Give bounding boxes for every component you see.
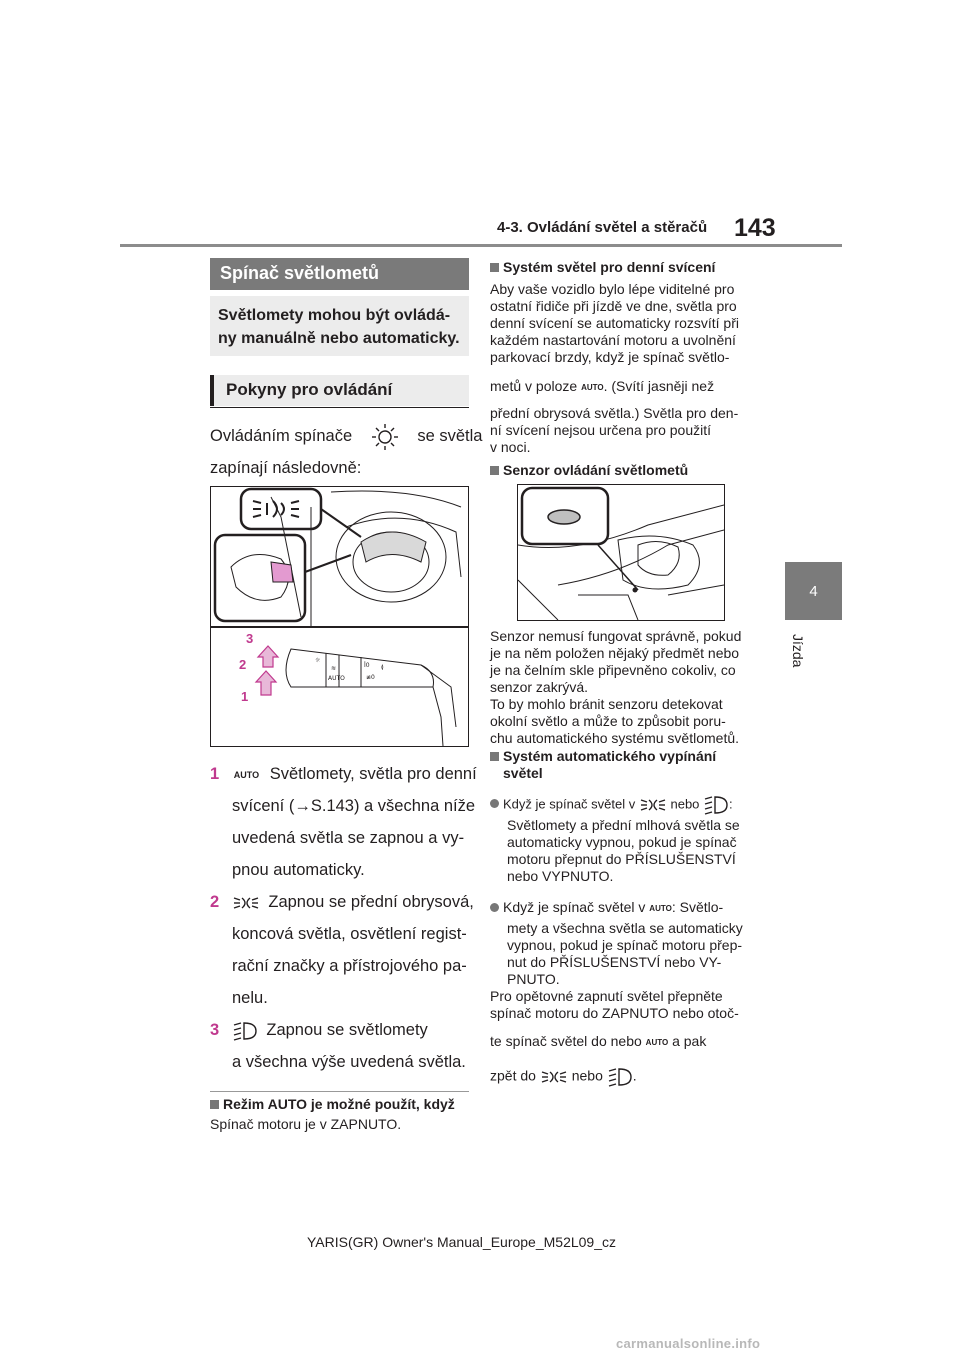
svg-text:≋: ≋ [331,665,337,672]
parking-light-icon [540,1069,568,1085]
drl-paragraph-2: přední obrysová světla.) Světla pro den- ní svícení nejsou určena pro použití v noci. [490,405,739,455]
autooff-heading: Systém automatického vypínání světel [490,748,716,782]
square-bullet-icon [490,263,499,272]
sensor-illustration [518,485,724,620]
svg-text:≢0: ≢0 [366,674,375,681]
intro-text-2: zapínají následovně: [210,459,362,477]
section-title: 4-3. Ovládání světel a stěračů [497,219,708,236]
svg-text:≬: ≬ [381,664,384,671]
restore-line-3: te spínač světel do nebo AUTO a pak [490,1033,707,1049]
list-item-line: pnou automaticky. [232,861,365,879]
intro-line-1: Světlomety mohou být ovládá- [218,307,451,324]
round-bullet-icon [490,799,499,808]
intro-line-2: ny manuálně nebo automaticky. [218,330,460,347]
chapter-number: 4 [809,582,818,600]
bullet-1-text: Světlomety a přední mlhová světla se automaticky vypnou, pokud je spínač motoru přepnut do PŘÍSLUŠENSTVÍ nebo VYPNUTO. [507,817,740,884]
fig-label-1: 1 [241,689,249,704]
list-item: 2 Zapnou se přední obrysová, [210,893,474,911]
drl-line-auto: metů v poloze AUTO. (Svítí jasněji než [490,378,715,394]
sensor-paragraph: Senzor nemusí fungovat správně, pokud je na něm položen nějaký předmět nebo je na čelním skle připevněno cokoliv, co senzor zakrývá. To by mohlo bránit senzoru detekovat okolní světlo a může to způsobit poru- chu automatického systému světlometů. [490,628,742,746]
page-number: 143 [734,214,776,242]
headlight-switch-figure [210,486,469,747]
sensor-heading: Senzor ovládání světlometů [490,462,688,478]
bullet-2: Když je spínač světel v AUTO: Světlo- [490,899,723,915]
note-text: Spínač motoru je v ZAPNUTO. [210,1116,402,1132]
switch-illustration [211,487,468,746]
drl-paragraph: Aby vaše vozidlo bylo lépe viditelné pro ostatní řidiče při jízdě ve dne, světla pro denní svícení se automaticky rozsvítí při každém nastartování motoru a uvolnění parkovací brzdy, když je spínač světlo- [490,281,739,365]
parking-light-icon [639,797,667,813]
subsection-underline [210,407,469,408]
auto-icon: AUTO [645,1037,669,1047]
list-item-line: a všechna výše uvedená světla. [232,1053,466,1071]
bullet-1: Když je spínač světel v nebo : [490,795,733,815]
auto-icon: AUTO [233,769,260,780]
list-item: 3 Zapnou se světlomety [210,1021,428,1039]
restore-text: Pro opětovné zapnutí světel přepněte spínač motoru do ZAPNUTO nebo otoč- [490,988,739,1021]
square-bullet-icon [210,1100,219,1109]
headlight-icon [607,1067,633,1087]
subsection-title: Pokyny pro ovládání [226,380,393,399]
list-item-line: koncová světla, osvětlení regist- [232,925,467,943]
headlight-icon [232,1021,258,1041]
section-intro-box [210,296,469,356]
footer-text: YARIS(GR) Owner's Manual_Europe_M52L09_cz [307,1234,616,1250]
auto-icon: AUTO [649,903,672,913]
fig-label-3: 3 [246,631,254,646]
sensor-figure [517,484,725,621]
drl-heading: Systém světel pro denní svícení [490,259,715,275]
round-bullet-icon [490,903,499,912]
fig-label-2: 2 [239,657,247,672]
header-divider [120,244,842,247]
square-bullet-icon [490,752,499,761]
svg-text:ꟾ0: ꟾ0 [364,662,370,669]
list-item-line: nelu. [232,989,268,1007]
note-divider [210,1091,469,1092]
svg-text:AUTO: AUTO [328,675,345,682]
restore-line-4: zpět do nebo . [490,1067,637,1087]
bullet-2-text: mety a všechna světla se automaticky vypnou, pokud je spínač motoru přep- nut do PŘÍSLUŠENSTVÍ nebo VY- PNUTO. [507,920,743,987]
section-box-title: Spínač světlometů [210,258,469,290]
svg-text:☼: ☼ [315,657,321,664]
parking-light-icon [232,895,260,911]
headlight-icon [703,795,729,815]
chapter-tab [785,562,842,620]
auto-icon: AUTO [581,382,604,392]
list-item-line: uvedená světla se zapnou a vy- [232,829,465,847]
list-item: 1 AUTO Světlomety, světla pro denní [210,758,477,791]
watermark: carmanualsonline.info [616,1336,761,1351]
square-bullet-icon [490,466,499,475]
chapter-name: Jízda [790,634,806,668]
headlight-switch-icon [365,423,405,451]
list-item-line: svícení (→S.143) a všechna níže [232,797,476,815]
subsection-title-box [210,375,469,406]
note-heading: Režim AUTO je možné použít, když [210,1096,455,1112]
list-item-line: rační značky a přístrojového pa- [232,957,467,975]
intro-text: Ovládáním spínače se světla [210,420,482,452]
